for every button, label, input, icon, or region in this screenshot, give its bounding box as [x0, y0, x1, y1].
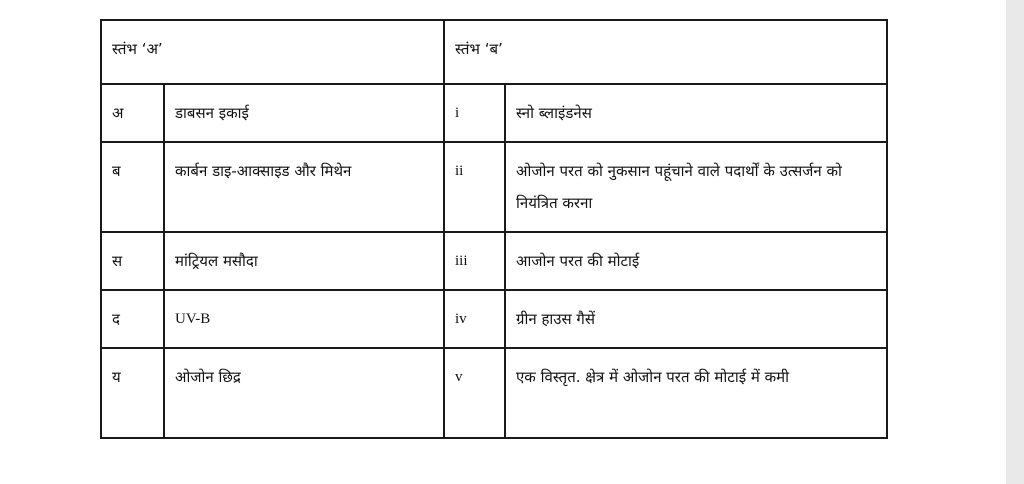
row-label-a: ब: [101, 142, 164, 232]
row-item-b: ग्रीन हाउस गैसें: [505, 290, 887, 348]
table-row: [101, 232, 887, 290]
row-item-a: UV-B: [164, 290, 444, 348]
table-row: [101, 348, 887, 438]
row-label-b: i: [444, 84, 505, 142]
table-row: [101, 290, 887, 348]
row-label-b: iii: [444, 232, 505, 290]
column-a-header: स्तंभ ‘अ’: [101, 20, 444, 84]
row-label-b: iv: [444, 290, 505, 348]
row-item-a: ओजोन छिद्र: [164, 348, 444, 438]
table-row: [101, 84, 887, 142]
row-item-a: कार्बन डाइ-आक्साइड और मिथेन: [164, 142, 444, 232]
row-label-a: अ: [101, 84, 164, 142]
row-label-a: स: [101, 232, 164, 290]
row-item-b: एक विस्तृत. क्षेत्र में ओजोन परत की मोटाई में कमी: [505, 348, 887, 438]
row-item-b: ओजोन परत को नुकसान पहूंचाने वाले पदार्थों के उत्सर्जन को नियंत्रित करना: [505, 142, 887, 232]
row-label-a: द: [101, 290, 164, 348]
row-label-b: v: [444, 348, 505, 438]
row-label-b: ii: [444, 142, 505, 232]
row-item-a: डाबसन इकाई: [164, 84, 444, 142]
row-item-b: आजोन परत की मोटाई: [505, 232, 887, 290]
row-item-b: स्नो ब्लाइंडनेस: [505, 84, 887, 142]
table-header-row: [101, 20, 887, 84]
match-the-columns-table: [100, 19, 888, 439]
page-edge-strip: [1006, 0, 1024, 484]
row-label-a: य: [101, 348, 164, 438]
table-row: [101, 142, 887, 232]
column-b-header: स्तंभ ‘ब’: [444, 20, 887, 84]
row-item-a: मांट्रियल मसौदा: [164, 232, 444, 290]
